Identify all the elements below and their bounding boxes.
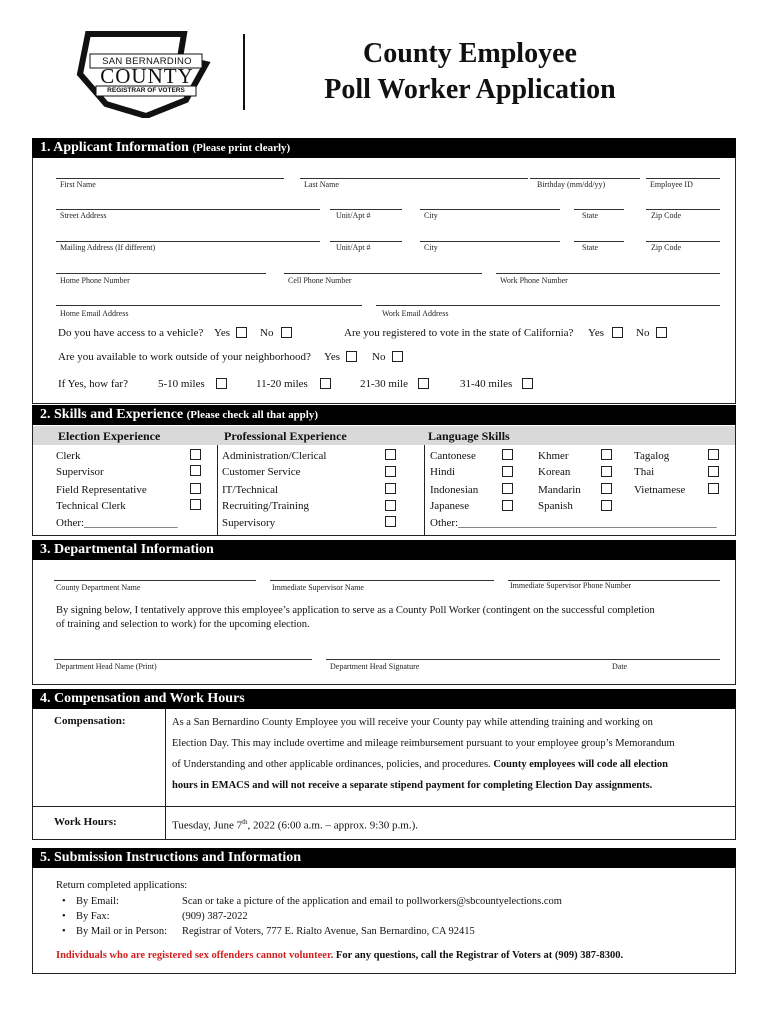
unit2-line[interactable] [330,241,402,242]
state1-line[interactable] [574,209,624,210]
approval-statement-line2: of training and selection to work) for the upcoming election. [56,619,310,630]
return-intro: Return completed applications: [56,880,188,891]
last-name-label: Last Name [304,180,339,189]
professional-item: IT/Technical [222,484,279,496]
work-phone-line[interactable] [496,273,720,274]
language-checkbox[interactable] [708,449,719,460]
outside-no-checkbox[interactable] [392,351,403,362]
election-checkbox[interactable] [190,449,201,460]
professional-checkbox[interactable] [385,449,396,460]
title-line2: Poll Worker Application [324,74,616,105]
head-name-line[interactable] [54,659,312,660]
dist4-label: 31-40 miles [460,378,513,390]
work-hours-sup: th [242,818,248,826]
approval-statement-line1: By signing below, I tentatively approve this employee’s application to serve as a County Poll Worker (contingent on the successful completion [56,605,655,616]
language-item: Spanish [538,500,573,512]
vehicle-no-label: No [260,327,274,339]
work-hours-date: Tuesday, June 7 [172,819,243,832]
compensation-line3-bold: County employees will code all election [493,759,668,770]
head-sig-line[interactable] [326,659,720,660]
language-item: Vietnamese [634,484,686,496]
method-label: By Email: [76,896,119,907]
section2-subtitle: (Please check all that apply) [186,409,319,421]
election-item: Supervisor [56,466,104,478]
dist1-label: 5-10 miles [158,378,205,390]
professional-checkbox[interactable] [385,500,396,511]
logo-line3: REGISTRAR OF VOTERS [107,87,185,94]
first-name-line[interactable] [56,178,284,179]
dist3-label: 21-30 mile [360,378,408,390]
professional-item: Administration/Clerical [222,450,327,462]
logo-line2: COUNTY [100,64,194,88]
dist2-checkbox[interactable] [320,378,331,389]
language-checkbox[interactable] [601,466,612,477]
last-name-line[interactable] [300,178,528,179]
method-bullet: • [62,896,66,907]
language-item: Indonesian [430,484,479,496]
section4-header [32,689,736,709]
dist2-label: 11-20 miles [256,378,308,390]
work-hours-time: , 2022 (6:00 a.m. – approx. 9:30 p.m.). [247,819,419,832]
first-name-label: First Name [60,180,96,189]
col-professional-header: Professional Experience [224,429,347,443]
street-line[interactable] [56,209,320,210]
professional-checkbox[interactable] [385,483,396,494]
section3-header [32,540,736,560]
state2-line[interactable] [574,241,624,242]
section3-title: 3. Departmental Information [40,542,214,557]
language-checkbox[interactable] [502,449,513,460]
election-checkbox[interactable] [190,465,201,476]
unit1-label: Unit/Apt # [336,211,371,220]
language-item: Thai [634,466,655,478]
language-item: Korean [538,466,571,478]
work-hours-value [172,818,418,832]
state1-label: State [582,211,598,220]
section4-label-divider [165,709,166,839]
language-checkbox[interactable] [708,466,719,477]
city1-line[interactable] [420,209,560,210]
zip2-line[interactable] [646,241,720,242]
language-checkbox[interactable] [502,500,513,511]
zip2-label: Zip Code [651,243,681,252]
method-label: By Mail or in Person: [76,926,167,937]
section4-title: 4. Compensation and Work Hours [40,691,245,706]
compensation-line2: Election Day. This may include overtime and mileage reimbursement pursuant to your employee group’s Memorandum [172,738,675,749]
birthday-label: Birthday (mm/dd/yy) [537,180,606,189]
language-checkbox[interactable] [601,483,612,494]
language-item: Khmer [538,450,569,462]
outside-yes-checkbox[interactable] [346,351,357,362]
compensation-line4: hours in EMACS and will not receive a separate stipend payment for completing Election Day assignments. [172,780,653,791]
section4-row-divider [33,806,735,807]
section1-subtitle: (Please print clearly) [192,142,291,154]
method-value: (909) 387-2022 [182,911,248,922]
zip1-label: Zip Code [651,211,681,220]
questions-contact: For any questions, call the Registrar of Voters at (909) 387-8300. [335,950,624,961]
election-checkbox[interactable] [190,483,201,494]
head-sig-label: Department Head Signature [330,662,420,671]
cell-phone-label: Cell Phone Number [288,276,352,285]
head-name-label: Department Head Name (Print) [56,662,157,671]
col-divider-2 [424,445,425,535]
professional-checkbox[interactable] [385,466,396,477]
city2-line[interactable] [420,241,560,242]
home-email-line[interactable] [56,305,362,306]
section2-title: 2. Skills and Experience [40,407,184,422]
header-divider [243,34,245,110]
logo-line1: SAN BERNARDINO [102,56,192,67]
state2-label: State [582,243,598,252]
language-checkbox[interactable] [601,449,612,460]
professional-item: Supervisory [222,517,276,529]
dept-name-line[interactable] [54,580,256,581]
outside-question: Are you available to work outside of your neighborhood? [58,351,311,363]
home-email-label: Home Email Address [60,309,129,318]
outside-no-label: No [372,351,386,363]
work-email-label: Work Email Address [382,309,449,318]
footer-notice [56,950,623,961]
work-email-line[interactable] [376,305,720,306]
professional-item: Customer Service [222,466,301,478]
work-hours-label: Work Hours: [54,816,117,828]
language-checkbox[interactable] [502,466,513,477]
vehicle-no-checkbox[interactable] [281,327,292,338]
election-item: Field Representative [56,484,147,496]
registered-no-label: No [636,327,650,339]
language-item: Hindi [430,466,456,478]
method-bullet: • [62,911,66,922]
mailing-label: Mailing Address (If different) [60,243,156,252]
election-item: Technical Clerk [56,500,126,512]
far-question: If Yes, how far? [58,378,128,390]
language-checkbox[interactable] [601,500,612,511]
supervisor-name-label: Immediate Supervisor Name [272,583,364,592]
city2-label: City [424,243,438,252]
section5-header [32,848,736,868]
col-election-header: Election Experience [58,429,161,443]
method-value: Registrar of Voters, 777 E. Rialto Avenue, San Bernardino, CA 92415 [182,926,475,937]
section2-header [32,405,736,425]
registered-question: Are you registered to vote in the state of California? [344,327,574,339]
vehicle-yes-label: Yes [214,327,231,339]
language-other[interactable]: Other:_______________________________________________ [430,517,717,529]
election-item: Clerk [56,450,81,462]
work-phone-label: Work Phone Number [500,276,568,285]
county-logo [66,30,216,118]
section1-title: 1. Applicant Information [40,140,189,155]
home-phone-line[interactable] [56,273,266,274]
dept-name-label: County Department Name [56,583,141,592]
vehicle-question: Do you have access to a vehicle? [58,327,204,339]
street-label: Street Address [60,211,107,220]
compensation-line3-regular: of Understanding and other applicable ordinances, policies, and procedures. [172,759,491,770]
method-bullet: • [62,926,66,937]
language-item: Mandarin [538,484,581,496]
supervisor-phone-label: Immediate Supervisor Phone Number [510,581,632,590]
supervisor-name-line[interactable] [270,580,494,581]
city1-label: City [424,211,438,220]
compensation-line3 [172,759,668,770]
language-checkbox[interactable] [502,483,513,494]
dist1-checkbox[interactable] [216,378,227,389]
method-label: By Fax: [76,911,110,922]
mailing-line[interactable] [56,241,320,242]
zip1-line[interactable] [646,209,720,210]
professional-checkbox[interactable] [385,516,396,527]
language-checkbox[interactable] [708,483,719,494]
method-value: Scan or take a picture of the application and email to pollworkers@sbcountyelections.com [182,896,562,907]
birthday-line[interactable] [530,178,640,179]
home-phone-label: Home Phone Number [60,276,130,285]
language-item: Tagalog [634,450,670,462]
dist3-checkbox[interactable] [418,378,429,389]
section5-title: 5. Submission Instructions and Information [40,850,302,865]
offender-warning: Individuals who are registered sex offenders cannot volunteer. [56,950,334,961]
title-line1: County Employee [363,38,577,69]
employee-id-line[interactable] [646,178,720,179]
employee-id-label: Employee ID [650,180,693,189]
professional-item: Recruiting/Training [222,500,309,512]
date-label: Date [612,662,628,671]
unit1-line[interactable] [330,209,402,210]
registered-yes-checkbox[interactable] [612,327,623,338]
language-item: Japanese [430,500,470,512]
col-language-header: Language Skills [428,429,510,443]
election-checkbox[interactable] [190,499,201,510]
language-item: Cantonese [430,450,476,462]
registered-yes-label: Yes [588,327,605,339]
section1-header [32,138,736,158]
compensation-line1: As a San Bernardino County Employee you will receive your County pay while attending training and working on [172,717,653,728]
outside-yes-label: Yes [324,351,341,363]
compensation-label: Compensation: [54,715,126,727]
col-divider-1 [217,445,218,535]
unit2-label: Unit/Apt # [336,243,371,252]
cell-phone-line[interactable] [284,273,482,274]
registered-no-checkbox[interactable] [656,327,667,338]
dist4-checkbox[interactable] [522,378,533,389]
election-other[interactable]: Other:_________________ [56,517,178,529]
vehicle-yes-checkbox[interactable] [236,327,247,338]
